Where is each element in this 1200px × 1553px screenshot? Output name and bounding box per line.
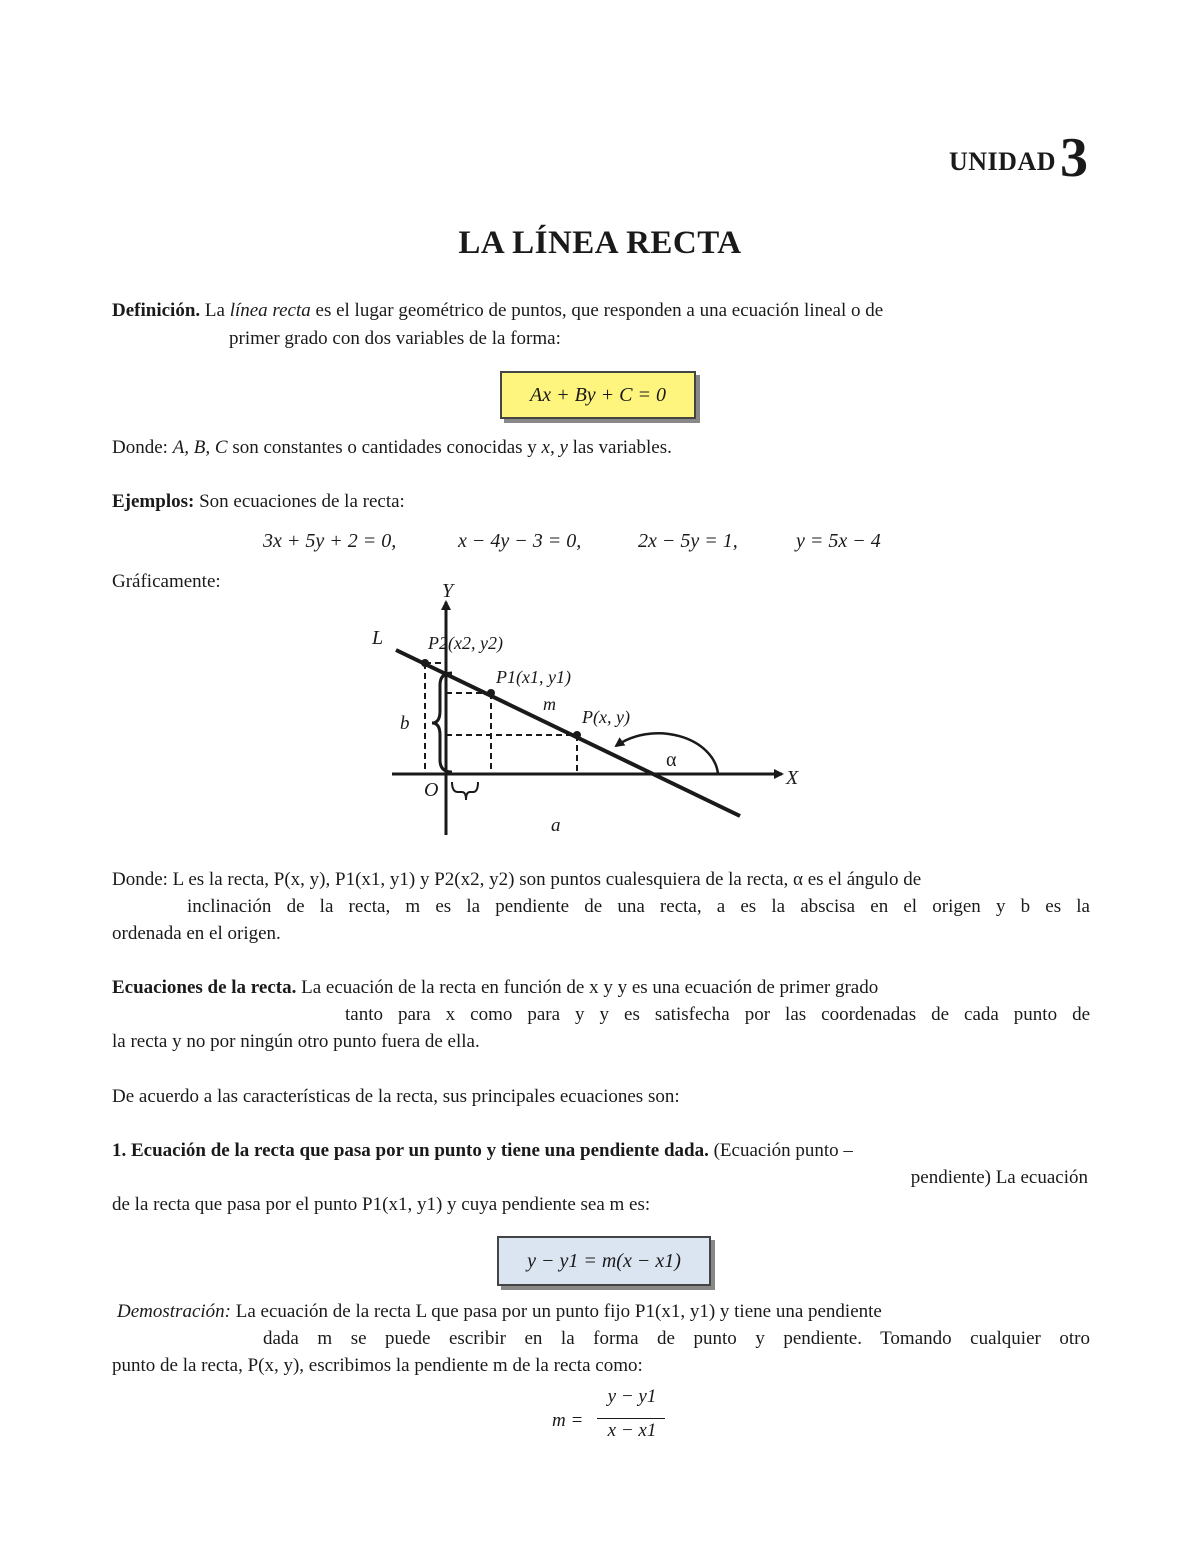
definition-label: Definición. xyxy=(112,300,201,321)
equations-line-1: Ecuaciones de la recta. La ecuación de la recta en función de x y y es una ecuación de primer grado xyxy=(112,977,879,998)
section-1-heading: 1. Ecuación de la recta que pasa por un punto y tiene una pendiente dada. xyxy=(112,1140,709,1161)
section-1-subtitle: pendiente) La ecuación xyxy=(910,1167,1088,1188)
general-equation: Ax + By + C = 0 xyxy=(529,383,666,406)
angle-label: α xyxy=(666,749,677,771)
definition-line-1: Definición. La línea recta es el lugar geométrico de puntos, que responden a una ecuación lineal o de xyxy=(112,300,884,321)
fraction-bar xyxy=(597,1418,665,1419)
equations-line-3: la recta y no por ningún otro punto fuera de ella. xyxy=(112,1031,480,1052)
slope-formula-numerator: y − y1 xyxy=(607,1386,657,1407)
demonstration-line-1: Demostración: La ecuación de la recta L que pasa por un punto fijo P1(x1, y1) y tiene una pendiente xyxy=(117,1301,882,1322)
graph-label: Gráficamente: xyxy=(112,571,221,592)
section-1-line-3: de la recta que pasa por el punto P1(x1, y1) y cuya pendiente sea m es: xyxy=(112,1194,651,1215)
point-p2 xyxy=(421,659,429,667)
slope-label: m xyxy=(543,694,556,714)
where-graph-line-3: ordenada en el origen. xyxy=(112,923,281,944)
demonstration-label: Demostración: xyxy=(117,1301,231,1322)
where-graph-line-2: inclinación de la recta, m es la pendiente de una recta, a es la abscisa en el origen y b es la xyxy=(187,896,1090,917)
unit-number: 3 xyxy=(1060,127,1088,189)
point-slope-equation: y − y1 = m(x − x1) xyxy=(527,1249,681,1272)
example-equation-1: 3x + 5y + 2 = 0, xyxy=(263,530,397,552)
definition-line-2: primer grado con dos variables de la forma: xyxy=(229,328,561,349)
definition-term: línea recta xyxy=(229,300,311,321)
demonstration-line-3: punto de la recta, P(x, y), escribimos la pendiente m de la recta como: xyxy=(112,1355,643,1376)
slope-formula-lhs: m = xyxy=(552,1410,584,1431)
example-equation-4: y = 5x − 4 xyxy=(796,530,881,552)
brace-b xyxy=(432,673,452,772)
examples-label: Ejemplos: xyxy=(112,491,195,512)
point-p1 xyxy=(487,689,495,697)
characteristics-line: De acuerdo a las características de la recta, sus principales ecuaciones son: xyxy=(112,1086,680,1107)
examples-line: Ejemplos: Son ecuaciones de la recta: xyxy=(112,491,405,512)
slope-formula-denominator: x − x1 xyxy=(607,1420,657,1441)
point-p xyxy=(573,731,581,739)
equations-label: Ecuaciones de la recta. xyxy=(112,977,297,998)
origin-label: O xyxy=(424,779,439,801)
brace-bottom xyxy=(452,782,478,800)
slope-formula xyxy=(552,1386,657,1441)
example-equation-3: 2x − 5y = 1, xyxy=(638,530,738,552)
line-label: L xyxy=(372,627,384,649)
unit-word: UNIDAD xyxy=(949,147,1056,176)
p1-label: P1(x1, y1) xyxy=(496,667,571,687)
y-axis-label: Y xyxy=(442,580,454,602)
where-graph-line-1: Donde: L es la recta, P(x, y), P1(x1, y1) y P2(x2, y2) son puntos cualesquiera de la recta, α es el ángulo de xyxy=(112,869,922,890)
b-label: b xyxy=(400,713,410,734)
page-title: LA LÍNEA RECTA xyxy=(458,225,742,261)
a-label: a xyxy=(551,815,561,836)
demonstration-line-2: dada m se puede escribir en la forma de punto y pendiente. Tomando cualquier otro xyxy=(263,1328,1090,1349)
example-equation-2: x − 4y − 3 = 0, xyxy=(458,530,582,552)
equations-line-2: tanto para x como para y y es satisfecha por las coordenadas de cada punto de xyxy=(345,1004,1090,1025)
p-label: P(x, y) xyxy=(582,707,630,727)
x-axis-label: X xyxy=(786,767,799,789)
section-1-heading-line: 1. Ecuación de la recta que pasa por un punto y tiene una pendiente dada. (Ecuación punto – xyxy=(112,1140,853,1161)
p2-label: P2(x2, y2) xyxy=(428,633,503,653)
point-slope-box xyxy=(497,1236,711,1286)
where-constants: Donde: A, B, C son constantes o cantidades conocidas y x, y las variables. xyxy=(112,437,672,458)
